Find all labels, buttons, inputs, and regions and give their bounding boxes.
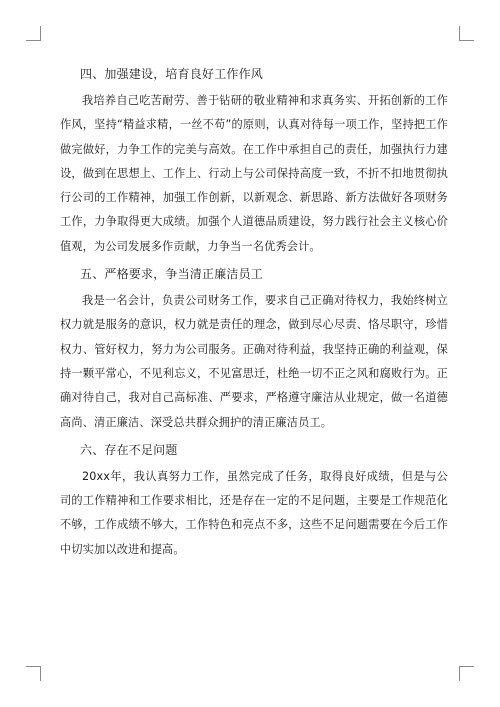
- crop-mark-bottom-left-horizontal: [26, 666, 41, 667]
- section-heading-shortcomings: 六、存在不足问题: [80, 442, 178, 457]
- crop-mark-bottom-right-horizontal: [459, 666, 474, 667]
- section-paragraph-strengthen-construction: 我培养自己吃苦耐劳、善于钻研的敬业精神和求真务实、开拓创新的工作作风，坚持“精益求精，一丝不苟”的原则，认真对待每一项工作，坚持把工作做完做好，力争工作的完美与高效。在工作中承担自己的责任，加强执行力建设，做到在思想上、工作上、行动上与公司保持高度一致，不折不扣地贯彻执行公司的工作精神，加强工作创新，以新观念、新思路、新方法做好各项财务工作，力争取得更大成绩。加强个人道德品质建设，努力践行社会主义核心价值观，为公司发展多作贡献，力争当一名优秀会计。: [60, 94, 448, 253]
- section-heading-strengthen-construction: 四、加强建设，培育良好工作作风: [80, 67, 264, 81]
- section-paragraph-strict-requirements: 我是一名会计，负责公司财务工作，要求自己正确对待权力，我始终树立权力就是服务的意识，权力就是责任的理念，做到尽心尽责、恪尽职守，珍惜权力、管好权力，努力为公司服务。正确对待利益，我坚持正确的利益观，保持一颗平常心，不见利忘义，不见富思迁，杜绝一切不正之风和腐败行为。正确对待自己，我对自己高标准、严要求，严格遵守廉洁从业规定，做一名道德高尚、清正廉洁、深受总共群众拥护的清正廉洁员工。: [60, 294, 448, 429]
- crop-mark-bottom-right-vertical: [459, 666, 460, 681]
- crop-mark-top-left-horizontal: [26, 40, 41, 41]
- section-paragraph-shortcomings: 20xx年，我认真努力工作，虽然完成了任务，取得良好成绩，但是与公司的工作精神和工作要求相比，还是存在一定的不足问题，主要是工作规范化不够，工作成绩不够大，工作特色和亮点不多，这些不足问题需要在今后工作中切实加以改进和提高。: [60, 469, 448, 556]
- crop-mark-top-right-horizontal: [459, 40, 474, 41]
- document-body: [60, 62, 448, 562]
- crop-mark-top-left-vertical: [40, 26, 41, 41]
- crop-mark-bottom-left-vertical: [40, 666, 41, 681]
- section-heading-strict-requirements: 五、严格要求，争当清正廉洁员工: [80, 267, 264, 282]
- crop-mark-top-right-vertical: [459, 26, 460, 41]
